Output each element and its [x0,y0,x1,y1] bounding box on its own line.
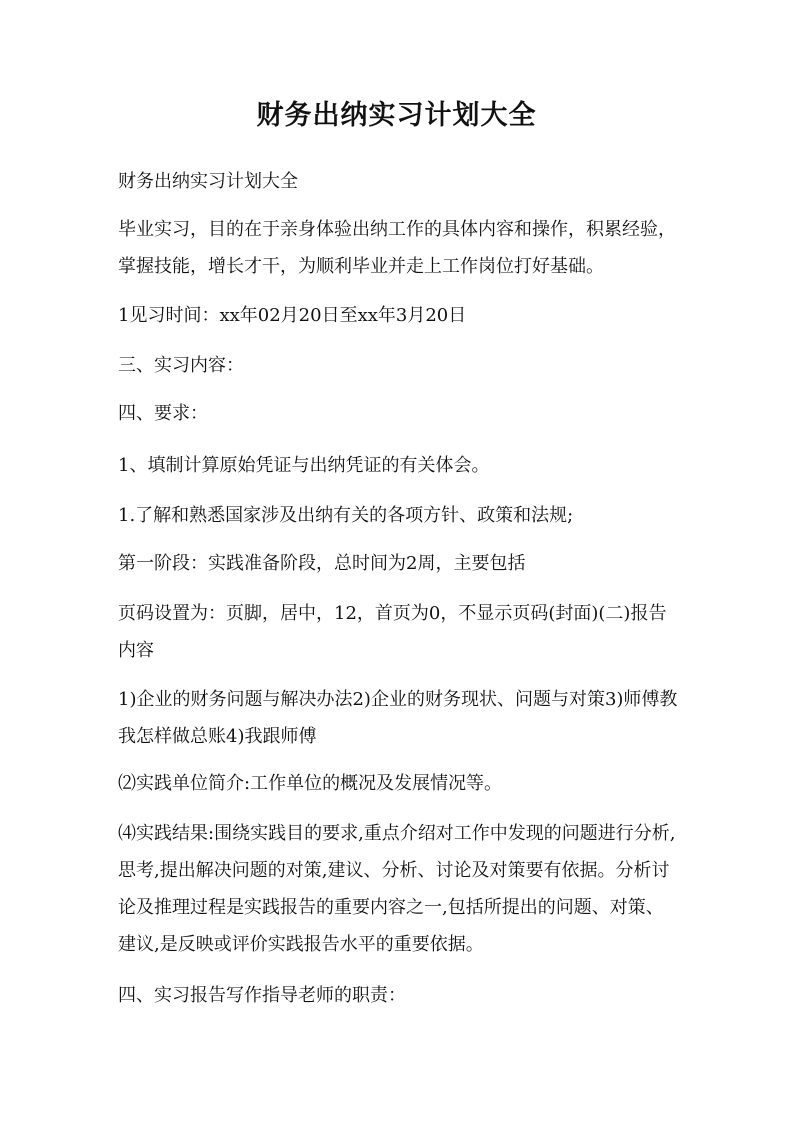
paragraph-policies: 1.了解和熟悉国家涉及出纳有关的各项方针、政策和法规; [118,505,574,526]
document-title: 财务出纳实习计划大全 [256,100,537,131]
paragraph-internship-content: 三、实习内容： [118,355,244,376]
paragraph-requirements: 四、要求： [118,403,208,424]
paragraph-advisor-duties: 四、实习报告写作指导老师的职责： [118,985,406,1006]
paragraph-voucher-experience: 1、填制计算原始凭证与出纳凭证的有关体会。 [118,455,490,476]
paragraph-page-number-setting: 页码设置为：页脚，居中，12，首页为0，不显示页码(封面)(二)报告内容 [118,603,667,661]
paragraph-practice-results: ⑷实践结果:围绕实践目的要求,重点介绍对工作中发现的问题进行分析,思考,提出解决问题的对策,建议、分析、讨论及对策要有依据。分析讨论及推理过程是实践报告的重要内容之一,包括所提出的问题、对策、建议,是反映或评价实践报告水平的重要依据。 [118,823,676,955]
paragraph-report-topics: 1)企业的财务问题与解决办法2)企业的财务现状、问题与对策3)师傅教我怎样做总账4)我跟师傅 [118,689,678,747]
paragraph-internship-time: 1见习时间：xx年02月20日至xx年3月20日 [118,305,467,326]
paragraph-unit-introduction: ⑵实践单位简介:工作单位的概况及发展情况等。 [118,773,503,794]
paragraph-purpose: 毕业实习，目的在于亲身体验出纳工作的具体内容和操作，积累经验，掌握技能，增长才干，为顺利毕业并走上工作岗位打好基础。 [118,219,676,277]
paragraph-subtitle: 财务出纳实习计划大全 [118,171,298,192]
paragraph-first-stage: 第一阶段：实践准备阶段，总时间为2周，主要包括 [118,553,526,574]
